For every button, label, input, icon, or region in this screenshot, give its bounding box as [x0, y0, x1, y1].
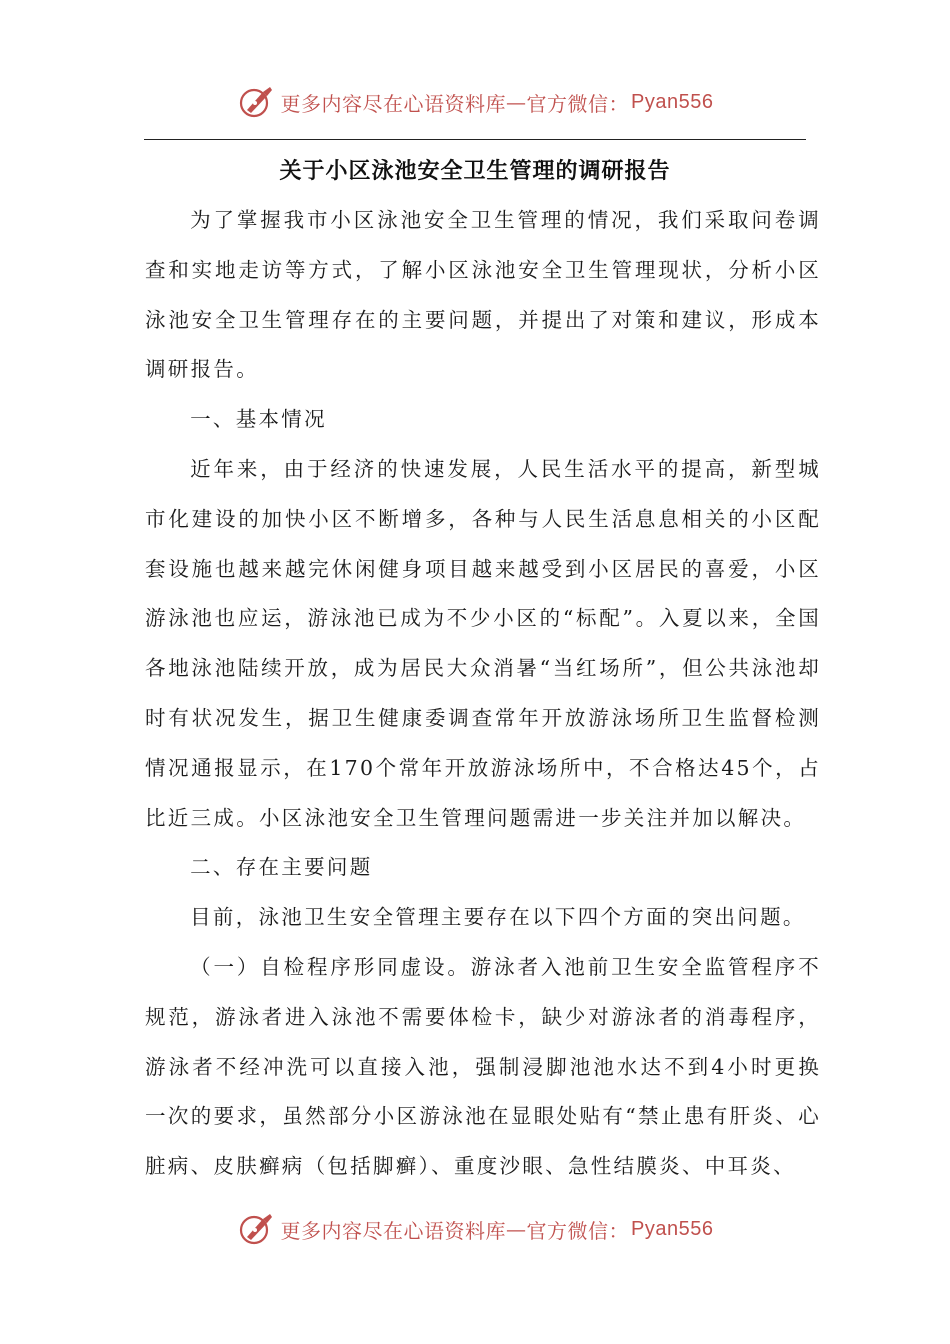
document-title: 关于小区泳池安全卫生管理的调研报告 [279, 159, 671, 184]
banner-official-label: 官方微信： [526, 1218, 630, 1243]
header-banner [0, 80, 950, 124]
paragraph-problems-intro: 目前，泳池卫生安全管理主要存在以下四个方面的突出问题。 [190, 905, 806, 930]
banner-handle: Pyan556 [631, 1217, 714, 1240]
paragraph-intro: 为了掌握我市小区泳池安全卫生管理的情况，我们采取问卷调查和实地走访等方式，了解小区泳池安全卫生管理现状，分析小区泳池安全卫生管理存在的主要问题，并提出了对策和建议，形成本调研报告。 [145, 208, 821, 382]
pen-nib-logo-icon [237, 1211, 277, 1247]
banner-official-label: 官方微信： [526, 91, 630, 116]
document-body [145, 196, 821, 1192]
banner-separator: — [506, 1217, 527, 1241]
banner-separator: — [506, 90, 527, 114]
banner-brand-text: 更多内容尽在心语资料库 [280, 1218, 507, 1243]
section-heading-problems: 二、存在主要问题 [190, 855, 373, 880]
paragraph-problem-one: （一）自检程序形同虚设。游泳者入池前卫生安全监管程序不规范，游泳者进入泳池不需要体检卡，缺少对游泳者的消毒程序，游泳者不经冲洗可以直接入池，强制浸脚池池水达不到4小时更换一次的要求，虽然部分小区游泳池在显眼处贴有“禁止患有肝炎、心脏病、皮肤癣病（包括脚癣）、重度沙眼、急性结膜炎、中耳炎、 [145, 954, 821, 1179]
banner-brand-text: 更多内容尽在心语资料库 [280, 91, 507, 116]
banner-handle: Pyan556 [631, 90, 714, 113]
pen-nib-logo-icon [237, 84, 277, 120]
header-divider [144, 139, 806, 140]
section-heading-basic: 一、基本情况 [190, 407, 327, 432]
paragraph-basic-situation: 近年来，由于经济的快速发展，人民生活水平的提高，新型城市化建设的加快小区不断增多，各种与人民生活息息相关的小区配套设施也越来越完休闲健身项目越来越受到小区居民的喜爱，小区游泳池也应运，游泳池已成为不少小区的“标配”。入夏以来，全国各地泳池陆续开放，成为居民大众消暑“当红场所”，但公共泳池却时有状况发生，据卫生健康委调查常年开放游泳场所卫生监督检测情况通报显示，在170个常年开放游泳场所中，不合格达45个，占比近三成。小区泳池安全卫生管理问题需进一步关注并加以解决。 [145, 456, 821, 830]
footer-banner [0, 1207, 950, 1251]
